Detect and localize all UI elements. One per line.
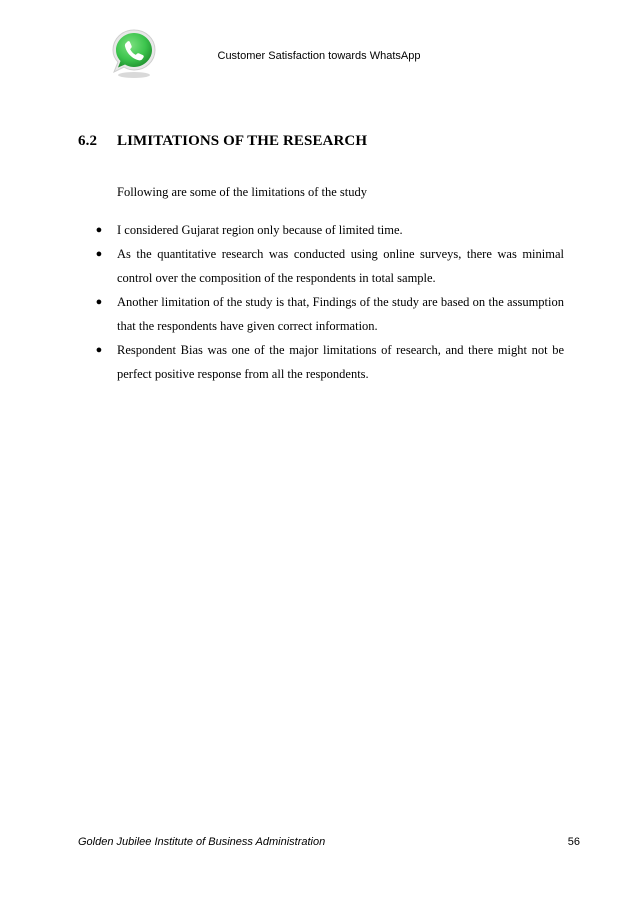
list-item: [94, 218, 564, 242]
running-header: [0, 50, 638, 62]
bullet-icon: ●: [95, 296, 103, 308]
footer-institute: Golden Jubilee Institute of Business Administration: [78, 836, 326, 848]
bullet-icon: ●: [95, 224, 103, 236]
list-item-text: Respondent Bias was one of the major limitations of research, and there might not be perfect positive response from all the respondents.: [117, 343, 564, 381]
list-item-text: Another limitation of the study is that, Findings of the study are based on the assumption that the respondents have given correct information.: [117, 295, 564, 333]
bullet-icon: ●: [95, 248, 103, 260]
list-item: [94, 242, 564, 290]
section-heading: [78, 133, 367, 150]
section-number: 6.2: [78, 133, 98, 149]
list-item: [94, 290, 564, 338]
header-title: Customer Satisfaction towards WhatsApp: [217, 50, 421, 62]
list-item: [94, 338, 564, 386]
list-item-text: I considered Gujarat region only because of limited time.: [117, 223, 403, 237]
list-item-text: As the quantitative research was conducted using online surveys, there was minimal control over the composition of the respondents in total sample.: [117, 247, 564, 285]
page-number: 56: [567, 836, 580, 848]
bullet-icon: ●: [95, 344, 103, 356]
section-title: LIMITATIONS OF THE RESEARCH: [117, 133, 368, 149]
intro-paragraph: Following are some of the limitations of the study: [117, 185, 367, 199]
limitations-list: [94, 218, 564, 386]
